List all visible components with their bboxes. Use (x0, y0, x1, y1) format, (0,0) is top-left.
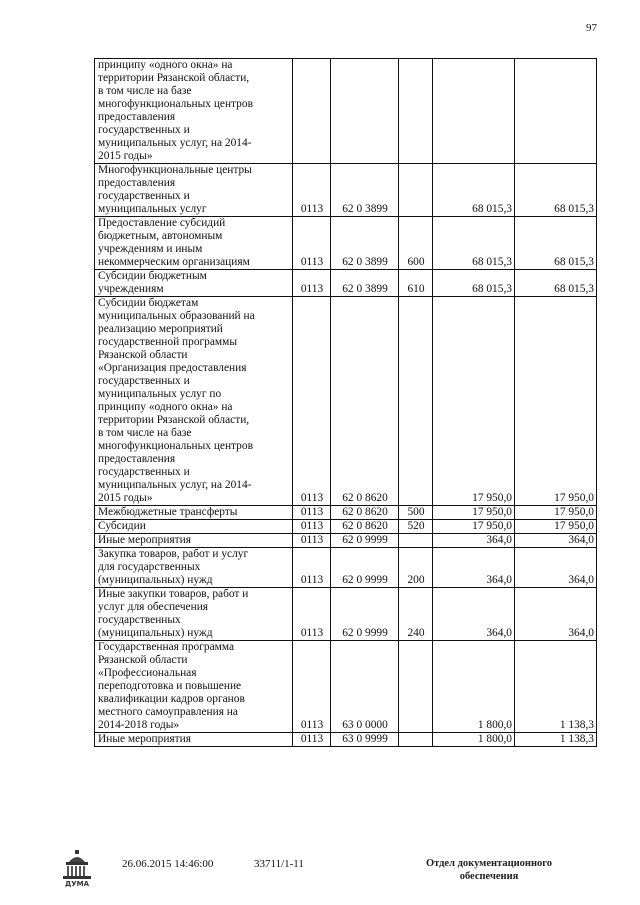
amount-actual-cell: 1 138,3 (515, 733, 597, 747)
amount-actual-cell: 68 015,3 (515, 164, 597, 217)
amount-actual-cell: 364,0 (515, 534, 597, 548)
section-code-cell: 0113 (293, 270, 331, 297)
table-row (95, 506, 597, 520)
expense-type-cell: 610 (399, 270, 433, 297)
amount-plan-cell: 1 800,0 (433, 733, 515, 747)
budget-table (94, 58, 597, 747)
expense-type-cell (399, 534, 433, 548)
department-stamp: Отдел документационного обеспечения (425, 858, 553, 882)
section-code-cell: 0113 (293, 588, 331, 641)
amount-plan-cell: 364,0 (433, 534, 515, 548)
article-code-cell: 63 0 9999 (331, 733, 399, 747)
amount-actual-cell: 17 950,0 (515, 506, 597, 520)
article-code-cell: 62 0 9999 (331, 534, 399, 548)
section-code-cell: 0113 (293, 297, 331, 506)
table-row (95, 641, 597, 733)
article-code-cell: 62 0 8620 (331, 297, 399, 506)
expense-name-cell: Государственная программа Рязанской области «Профессиональная переподготовка и повышение квалификации кадров органов местного самоуправления на 2014-2018 годы» (95, 641, 293, 733)
expense-name-cell: Иные мероприятия (95, 534, 293, 548)
expense-name-cell: Межбюджетные трансферты (95, 506, 293, 520)
article-code-cell: 62 0 9999 (331, 548, 399, 588)
expense-type-cell: 600 (399, 217, 433, 270)
duma-building-icon (60, 848, 94, 888)
amount-plan-cell: 17 950,0 (433, 297, 515, 506)
expense-type-cell (399, 164, 433, 217)
table-row (95, 59, 597, 164)
section-code-cell: 0113 (293, 164, 331, 217)
table-row (95, 270, 597, 297)
amount-plan-cell (433, 59, 515, 164)
expense-name-cell: Субсидии бюджетным учреждениям (95, 270, 293, 297)
section-code-cell: 0113 (293, 506, 331, 520)
amount-actual-cell: 364,0 (515, 548, 597, 588)
amount-actual-cell: 1 138,3 (515, 641, 597, 733)
article-code-cell: 62 0 8620 (331, 520, 399, 534)
article-code-cell: 62 0 3899 (331, 217, 399, 270)
amount-actual-cell (515, 59, 597, 164)
article-code-cell: 62 0 8620 (331, 506, 399, 520)
section-code-cell: 0113 (293, 534, 331, 548)
table-row (95, 733, 597, 747)
expense-type-cell: 240 (399, 588, 433, 641)
expense-type-cell (399, 297, 433, 506)
section-code-cell: 0113 (293, 217, 331, 270)
amount-plan-cell: 68 015,3 (433, 270, 515, 297)
expense-name-cell: Иные мероприятия (95, 733, 293, 747)
expense-name-cell: принципу «одного окна» на территории Рязанской области, в том числе на базе многофункциональных центров предоставления государственных и муниципальных услуг, на 2014- 2015 годы» (95, 59, 293, 164)
amount-plan-cell: 17 950,0 (433, 520, 515, 534)
table-row (95, 548, 597, 588)
amount-plan-cell: 68 015,3 (433, 164, 515, 217)
section-code-cell: 0113 (293, 548, 331, 588)
expense-type-cell (399, 733, 433, 747)
table-row (95, 588, 597, 641)
expense-name-cell: Субсидии (95, 520, 293, 534)
expense-type-cell: 500 (399, 506, 433, 520)
amount-plan-cell: 68 015,3 (433, 217, 515, 270)
section-code-cell: 0113 (293, 520, 331, 534)
amount-actual-cell: 364,0 (515, 588, 597, 641)
article-code-cell: 62 0 3899 (331, 270, 399, 297)
page-number: 97 (586, 22, 597, 34)
article-code-cell (331, 59, 399, 164)
table-row (95, 164, 597, 217)
expense-type-cell (399, 641, 433, 733)
expense-name-cell: Субсидии бюджетам муниципальных образований на реализацию мероприятий государственной программы Рязанской области «Организация предоставления государственных и муниципальных услуг по принципу «одного окна» на территории Рязанской области, в том числе на базе многофункциональных центров предоставления государственных и муниципальных услуг, на 2014- 2015 годы» (95, 297, 293, 506)
amount-actual-cell: 68 015,3 (515, 217, 597, 270)
amount-actual-cell: 68 015,3 (515, 270, 597, 297)
amount-plan-cell: 364,0 (433, 588, 515, 641)
footer-date: 26.06.2015 14:46:00 (122, 858, 214, 870)
section-code-cell: 0113 (293, 641, 331, 733)
table-row (95, 297, 597, 506)
table-row (95, 217, 597, 270)
article-code-cell: 62 0 9999 (331, 588, 399, 641)
expense-type-cell: 200 (399, 548, 433, 588)
amount-actual-cell: 17 950,0 (515, 297, 597, 506)
article-code-cell: 62 0 3899 (331, 164, 399, 217)
section-code-cell: 0113 (293, 733, 331, 747)
article-code-cell: 63 0 0000 (331, 641, 399, 733)
amount-actual-cell: 17 950,0 (515, 520, 597, 534)
expense-type-cell: 520 (399, 520, 433, 534)
amount-plan-cell: 17 950,0 (433, 506, 515, 520)
table-row (95, 534, 597, 548)
expense-name-cell: Многофункциональные центры предоставления государственных и муниципальных услуг (95, 164, 293, 217)
footer-document-code: 33711/1-11 (254, 858, 304, 870)
expense-name-cell: Иные закупки товаров, работ и услуг для обеспечения государственных (муниципальных) нужд (95, 588, 293, 641)
expense-type-cell (399, 59, 433, 164)
svg-text:ДУМА: ДУМА (64, 880, 90, 888)
amount-plan-cell: 1 800,0 (433, 641, 515, 733)
table-row (95, 520, 597, 534)
section-code-cell (293, 59, 331, 164)
expense-name-cell: Предоставление субсидий бюджетным, автономным учреждениям и иным некоммерческим организациям (95, 217, 293, 270)
amount-plan-cell: 364,0 (433, 548, 515, 588)
expense-name-cell: Закупка товаров, работ и услуг для государственных (муниципальных) нужд (95, 548, 293, 588)
